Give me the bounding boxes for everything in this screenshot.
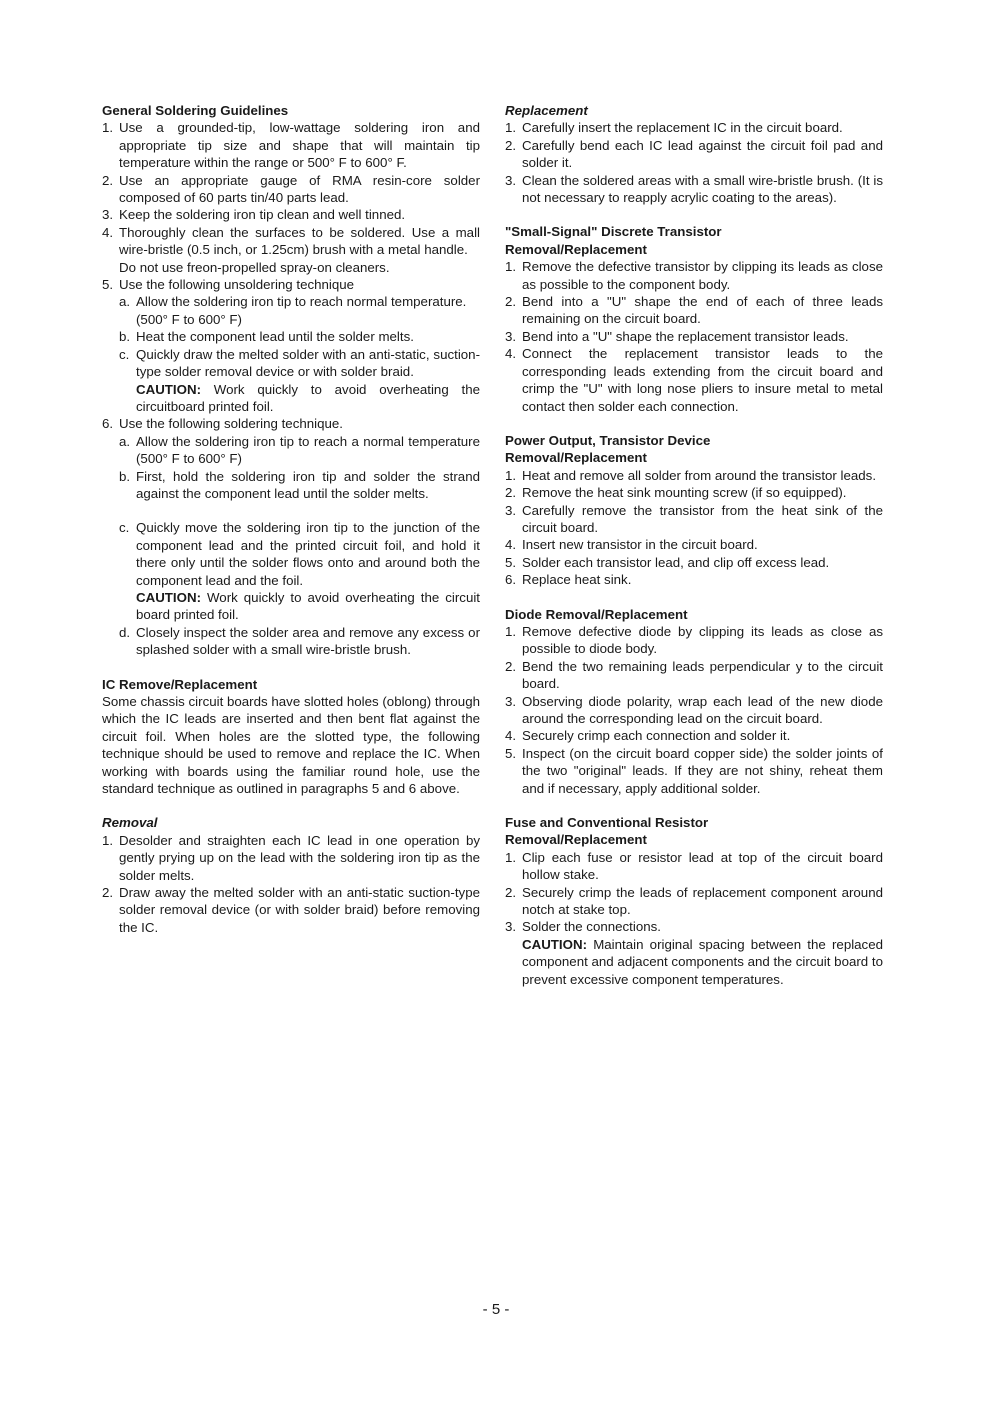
item-number: 2. (505, 294, 517, 310)
item-number: 3. (505, 328, 517, 344)
list-item (102, 119, 480, 171)
section-title: "Small-Signal" Discrete Transistor (505, 224, 722, 240)
item-number: 6. (102, 416, 114, 432)
item-text: Connect the replacement transistor leads to the corresponding leads extending from the circuit board and crimp the "U" with long nose pliers to insure metal to metal contact then solder each connection. (522, 346, 883, 414)
section-title: Power Output, Transistor Device (505, 432, 711, 448)
section-subtitle: Removal/Replacement (505, 241, 647, 257)
item-number: 5. (102, 277, 114, 293)
list-item (505, 172, 883, 207)
item-number: 4. (102, 224, 114, 240)
item-number: 4. (505, 728, 517, 744)
item-text: Replace heat sink. (522, 572, 632, 588)
list-item (505, 849, 883, 884)
section-title: Diode Removal/Replacement (505, 606, 688, 622)
item-number: 1. (505, 623, 517, 639)
item-number: 1. (102, 120, 114, 136)
item-number: 2. (505, 884, 517, 900)
item-text: Use a grounded-tip, low-wattage soldering iron and appropriate tip size and shape that will maintain tip temperature within the range or 500° F to 600° F. (119, 120, 480, 171)
section-subtitle: Removal/Replacement (505, 832, 647, 848)
spacer (102, 502, 480, 519)
caution-label: CAUTION: (136, 381, 201, 397)
sub-item-letter: a. (119, 294, 131, 310)
item-text: Inspect (on the circuit board copper side) the solder joints of the two "original" leads. If they are not shiny, reheat them and if necessary, apply additional solder. (522, 745, 883, 796)
item-number: 1. (102, 832, 114, 848)
item-text: Use the following soldering technique. (119, 416, 343, 432)
list-item (505, 502, 883, 537)
item-text: Remove the heat sink mounting screw (if so equipped). (522, 485, 847, 501)
section-title: IC Remove/Replacement (102, 676, 258, 692)
item-text: Desolder and straighten each IC lead in one operation by gently prying up on the lead with the soldering iron tip as the solder melts. (119, 832, 480, 883)
list-item (505, 554, 883, 571)
item-text: Carefully insert the replacement IC in the circuit board. (522, 120, 843, 136)
item-text: Use an appropriate gauge of RMA resin-core solder composed of 60 parts tin/40 parts lead. (119, 172, 480, 206)
list-item (505, 258, 883, 293)
item-text: Use the following unsoldering technique (119, 277, 355, 293)
caution-text: Maintain original spacing between the replaced component and adjacent components and the circuit board to prevent excessive component temperatures. (522, 936, 883, 987)
item-number: 6. (505, 572, 517, 588)
item-text: Bend into a "U" shape the replacement transistor leads. (522, 328, 849, 344)
item-text: Bend the two remaining leads perpendicular y to the circuit board. (522, 658, 883, 692)
list-item (505, 467, 883, 484)
list-item (102, 415, 480, 432)
section-title: Removal (102, 815, 158, 831)
sub-item-letter: c. (119, 346, 130, 362)
item-number: 3. (505, 919, 517, 935)
caution-label: CAUTION: (136, 589, 201, 605)
sub-item-letter: c. (119, 520, 130, 536)
left-column (102, 102, 480, 953)
sub-item-letter: d. (119, 624, 131, 640)
sub-item-letter: b. (119, 468, 131, 484)
item-text: Observing diode polarity, wrap each lead of the new diode around the corresponding lead on the circuit board. (522, 693, 883, 726)
item-number: 3. (505, 693, 517, 709)
list-item (505, 328, 883, 345)
caution-text: Work quickly to avoid overheating the circuit board printed foil. (136, 589, 480, 623)
list-item (505, 727, 883, 744)
item-number: 5. (505, 745, 517, 761)
sub-item (102, 346, 480, 381)
item-number: 2. (505, 137, 517, 153)
list-item (505, 484, 883, 501)
list-item (505, 119, 883, 136)
list-item (505, 345, 883, 415)
list-item (505, 293, 883, 328)
section-title: Fuse and Conventional Resistor (505, 815, 709, 831)
sub-item (102, 468, 480, 503)
list-item (102, 276, 480, 293)
list-item (505, 137, 883, 172)
fuse-resistor-section (505, 814, 883, 988)
caution-note (102, 589, 480, 624)
sub-item-text: Heat the component lead until the solder melts. (136, 329, 414, 345)
list-item (505, 571, 883, 588)
item-number: 1. (505, 467, 517, 483)
sub-item (102, 328, 480, 345)
sub-item (102, 519, 480, 589)
section-title: Replacement (505, 103, 588, 118)
item-text: Solder each transistor lead, and clip off excess lead. (522, 554, 830, 570)
item-number: 4. (505, 346, 517, 362)
list-item (505, 536, 883, 553)
item-text: Remove the defective transistor by clipping its leads as close as possible to the component body. (522, 259, 883, 292)
list-item (505, 884, 883, 919)
paragraph: Some chassis circuit boards have slotted holes (oblong) through which the IC leads are inserted and then bent flat against the circuit foil. When holes are the slotted type, the following technique should be used to remove and replace the IC. When working with boards using the familiar round hole, use the standard technique as outlined in paragraphs 5 and 6 above. (102, 694, 480, 797)
item-number: 2. (505, 485, 517, 501)
item-number: 2. (505, 658, 517, 674)
item-number: 1. (505, 259, 517, 275)
sub-item-text: Closely inspect the solder area and remove any excess or splashed solder with a small wire-bristle brush. (136, 624, 480, 658)
sub-item-text: Quickly move the soldering iron tip to the junction of the component lead and the printed circuit foil, and hold it there only until the solder flows onto and around both the component lead and the foil. (136, 520, 480, 588)
item-text: Thoroughly clean the surfaces to be soldered. Use a mall wire-bristle (0.5 inch, or 1.25cm) brush with a metal handle. (119, 224, 480, 258)
item-number: 1. (505, 120, 517, 136)
item-text: Clean the soldered areas with a small wire-bristle brush. (It is not necessary to reapply acrylic coating to the areas). (522, 172, 883, 206)
item-number: 1. (505, 849, 517, 865)
item-text: Draw away the melted solder with an anti-static suction-type solder removal device (or with solder braid) before removing the IC. (119, 885, 480, 935)
caution-note (505, 936, 883, 988)
item-text: Bend into a "U" shape the end of each of three leads remaining on the circuit board. (522, 294, 883, 327)
sub-item-text: First, hold the soldering iron tip and solder the strand against the component lead until the solder melts. (136, 468, 480, 501)
removal-section (102, 814, 480, 936)
item-number: 3. (505, 502, 517, 518)
sub-item-letter: b. (119, 329, 131, 345)
sub-item (102, 293, 480, 310)
ic-remove-section (102, 676, 480, 798)
item-text: Keep the soldering iron tip clean and well tinned. (119, 207, 406, 223)
list-item (505, 745, 883, 797)
sub-item (102, 433, 480, 468)
item-text: Remove defective diode by clipping its leads as close as possible to diode body. (522, 623, 883, 657)
caution-label: CAUTION: (522, 936, 587, 952)
note-text: Do not use freon-propelled spray-on cleaners. (119, 259, 390, 275)
temperature-note: (500° F to 600° F) (136, 311, 242, 327)
sub-item-text: Quickly draw the melted solder with an anti-static, suction-type solder removal device or with solder braid. (136, 346, 480, 380)
list-item (102, 172, 480, 207)
sub-item (102, 624, 480, 659)
section-title: General Soldering Guidelines (102, 103, 289, 118)
list-item (505, 658, 883, 693)
sub-item-letter: a. (119, 433, 131, 449)
item-number: 2. (102, 885, 114, 901)
caution-note (102, 381, 480, 416)
general-soldering-section (102, 102, 480, 659)
item-text: Securely crimp the leads of replacement component around notch at stake top. (522, 884, 883, 918)
diode-section (505, 606, 883, 797)
item-number: 2. (102, 172, 114, 188)
list-item (102, 224, 480, 259)
item-text: Clip each fuse or resistor lead at top of the circuit board hollow stake. (522, 849, 883, 883)
right-column (505, 102, 883, 1005)
sub-item-text: Allow the soldering iron tip to reach normal temperature. (136, 294, 467, 310)
item-text: Carefully remove the transistor from the heat sink of the circuit board. (522, 502, 883, 535)
item-text: Insert new transistor in the circuit board. (522, 537, 758, 553)
list-item (102, 884, 480, 936)
list-item (505, 623, 883, 658)
list-item (505, 693, 883, 728)
item-number: 4. (505, 537, 517, 553)
section-subtitle: Removal/Replacement (505, 450, 647, 466)
caution-text: Work quickly to avoid overheating the circuitboard printed foil. (136, 381, 480, 414)
item-text: Securely crimp each connection and solder it. (522, 728, 791, 744)
replacement-section (505, 102, 883, 206)
small-signal-section (505, 223, 883, 414)
power-output-section (505, 432, 883, 589)
item-text: Heat and remove all solder from around the transistor leads. (522, 467, 877, 483)
item-number: 3. (102, 207, 114, 223)
list-item (102, 832, 480, 884)
list-item (102, 206, 480, 223)
item-text: Carefully bend each IC lead against the circuit foil pad and solder it. (522, 137, 883, 171)
item-text: Solder the connections. (522, 919, 661, 935)
item-number: 3. (505, 172, 517, 188)
list-item (505, 918, 883, 935)
page-number: - 5 - (482, 1301, 510, 1318)
sub-item-text: Allow the soldering iron tip to reach a normal temperature (500° F to 600° F) (136, 433, 480, 467)
item-number: 5. (505, 554, 517, 570)
